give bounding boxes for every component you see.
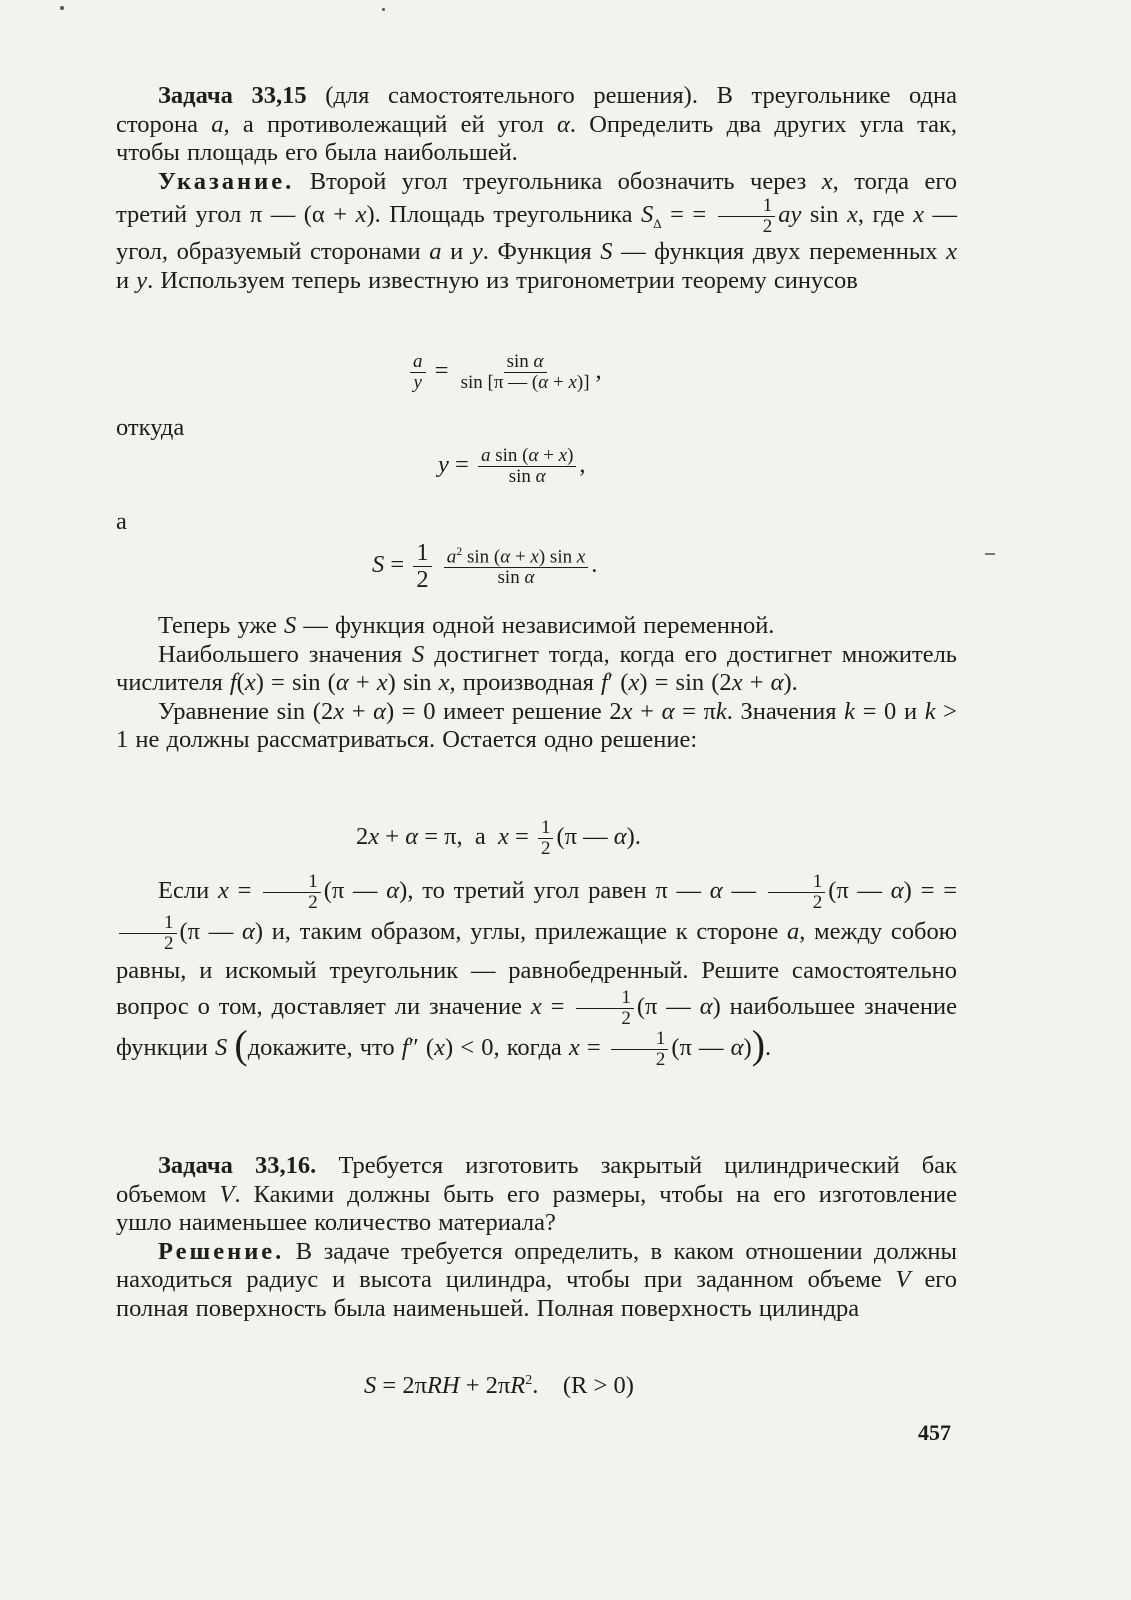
paragraph-4: Уравнение sin (2x + α) = 0 имеет решение 2x + α = πk. Значения k = 0 и k > 1 не должны рассматриваться. Остается одно решение: (116, 697, 958, 753)
text-fragment: и (903, 697, 918, 725)
text-fragment: — функция одной независимой переменной. (303, 612, 775, 639)
text-fragment: докажите, что (247, 1033, 395, 1061)
text-fragment: Функция (497, 238, 592, 266)
task-subtitle: (для самостоятельного решения). (325, 82, 698, 109)
task-title: Задача 33,15 (158, 82, 307, 109)
text-fragment: Наибольшего значения (158, 640, 403, 668)
text-fragment: и (450, 238, 464, 266)
text-fragment: Площадь треугольника (389, 201, 633, 229)
text-fragment: , а противолежащий ей угол (223, 110, 544, 138)
fraction: $\frac{1}{2}$ (718, 196, 776, 237)
text-fragment: — функция двух переменных (621, 238, 938, 266)
text-fragment: Используем теперь известную из тригонометрии теорему синусов (160, 266, 858, 294)
text-fragment: между собою равны, и искомый треугольник — равнобедренный. Решите самостоятельно вопрос о том, доставляет ли значение (116, 917, 958, 1020)
text-fragment: . Какими должны быть его размеры, чтобы на его изготовление ушло наименьшее количество материала? (116, 1180, 958, 1236)
text-fragment: , то третий угол равен (407, 877, 647, 905)
task-33-15-text: Задача 33,15 (для самостоятельного решения). В треугольнике одна сторона a, а противолежащий ей угол α. Определить два других угла так, чтобы площадь его была наибольшей. (116, 82, 958, 166)
task-33-16-text: Задача 33,16. Требуется изготовить закрытый цилиндрический бак объемом V. Какими должны быть его размеры, чтобы на его изготовление ушло наименьшее количество материала? (116, 1152, 958, 1236)
text-fragment: Теперь уже (158, 612, 277, 639)
text-fragment: . Значения (726, 697, 837, 725)
page-number: 457 (918, 1420, 951, 1445)
margin-dash (985, 553, 995, 555)
formula-cylinder-surface: $S = 2\pi RH + 2\pi R^2$. (R > 0) (364, 1372, 634, 1399)
text-fragment: производная (462, 669, 594, 696)
text-fragment: тогда его третий угол (116, 167, 958, 229)
paragraph-3: Наибольшего значения S достигнет тогда, когда его достигнет множитель числителя f(x) = sin (α + x) sin x, производная f′ (x) = sin (2x + α). (116, 640, 957, 696)
paragraph-2: Теперь уже S — функция одной независимой переменной. (158, 612, 775, 639)
text-fragment: Второй угол треугольника обозначить через (309, 167, 807, 195)
text-fragment: . Определить два других угла так, чтобы площадь его была наибольшей. (116, 110, 958, 166)
paragraph-5: Если x = $\frac{1}{2}$ (π — α), то третий угол равен π — α — $\frac{1}{2}$ (π — α) = = $\frac{1}{2}$ (π — α) и, таким образом, углы, прилежащие к стороне a, между собою равны, и искомый треугольник — равнобедренный. Решите самостоятельно вопрос о том, доставляет ли значение x = $\frac{1}{2}$ (π — α) наибольшее значение функции S (докажите, что f″ (x) < 0, когда x = $\frac{1}{2}$ (π — α)). (116, 871, 958, 1070)
solution-paragraph: Решение. В задаче требуется определить, в каком отношении должны находиться радиус и высота цилиндра, чтобы при заданном объеме V его полная поверхность была наименьшей. Полная поверхность цилиндра (116, 1237, 958, 1322)
text-fragment: — угол, образуемый сторонами (116, 201, 958, 266)
text-fragment: достигнет тогда, когда его достигнет множитель числителя (116, 640, 957, 696)
formula-condition: (R > 0) (562, 1372, 634, 1399)
formula-solution: 2x + α = π, а x = $\frac{1}{2}$ (π — α). (356, 817, 641, 859)
text-fragment: имеет решение (443, 697, 602, 725)
scan-speck (60, 6, 64, 10)
text-fragment: Если (158, 877, 210, 905)
paragraphs-2-4 (116, 612, 957, 755)
solution-label: Решение. (158, 1237, 285, 1265)
text-fragment: В треугольнике одна сторона (116, 82, 958, 138)
text-fragment: Уравнение (158, 697, 269, 725)
task-title: Задача 33,16. (158, 1152, 317, 1179)
text-fragment: где (872, 201, 905, 229)
text-fragment: и, таким образом, углы, прилежащие к стороне (271, 917, 779, 945)
text-fragment: наибольшее значение функции (116, 992, 958, 1061)
formula-sine-theorem: $\frac{a}{y}$ = $\frac{\text{sin α}}{\sin [\pi — (\alpha + x)]}$ , (407, 352, 602, 393)
word-a: а (116, 508, 127, 535)
scan-speck (382, 8, 385, 11)
hint-label: Указание. (158, 167, 295, 195)
text-fragment: Требуется изготовить закрытый цилиндрический бак объемом (116, 1152, 957, 1208)
formula-y: y = $\frac{\text{a sin (α + x)}}{\text{sin α}}$ , (438, 445, 586, 487)
text-fragment: не должны рассматриваться. Остается одно решение: (135, 726, 698, 753)
text-fragment: его полная поверхность была наименьшей. Полная поверхность цилиндра (116, 1266, 958, 1322)
task-33-15-block (116, 82, 957, 295)
formula-S: S = $\frac{1}{2}$ $\frac{a^2 \sin (\alpha + x) \sin x}{\text{sin α}}$ . (372, 539, 598, 593)
word-otkuda: откуда (116, 414, 185, 441)
paragraph-5-block (116, 872, 957, 1070)
text-fragment: В задаче требуется определить, в каком отношении должны находиться радиус и высота цилиндра, чтобы при заданном объеме (116, 1237, 958, 1293)
task-33-16-block (116, 1152, 957, 1323)
text-fragment: когда (506, 1033, 562, 1061)
hint-paragraph: Указание. Второй угол треугольника обозначить через x, тогда его третий угол π — (α + x). Площадь треугольника $S_\Delta$ = = $\frac{1}{2}$ ay sin x, где x — угол, образуемый сторонами a и y. Функция S — функция двух переменных x и y. Используем теперь известную из тригонометрии теорему синусов (116, 167, 958, 294)
